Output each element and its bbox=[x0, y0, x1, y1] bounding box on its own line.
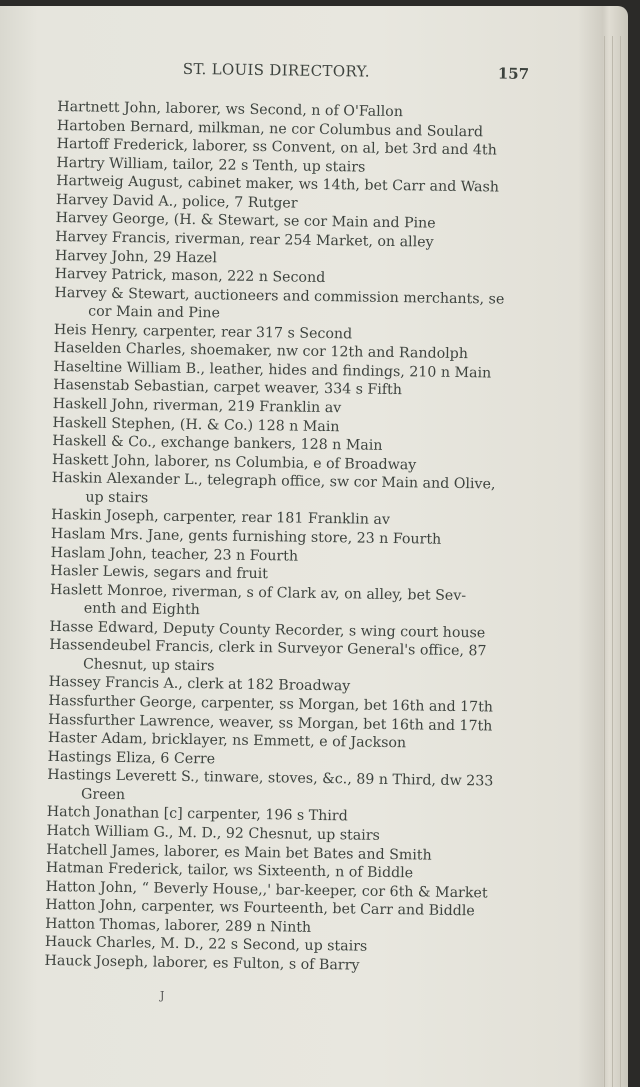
directory-entry: Hassfurther George, carpenter, ss Morgan, bet 16th and 17th bbox=[48, 692, 494, 716]
directory-entry: Harvey Patrick, mason, 222 n Second bbox=[54, 266, 326, 287]
directory-entry: Hassfurther Lawrence, weaver, ss Morgan, bet 16th and 17th bbox=[48, 711, 493, 735]
directory-entry: Haskell John, riverman, 219 Franklin av bbox=[52, 395, 342, 417]
directory-entry: Hatch William G., M. D., 92 Chesnut, up stairs bbox=[46, 822, 380, 844]
directory-entry: Hatton Thomas, laborer, 289 n Ninth bbox=[45, 915, 312, 936]
directory-entry: Harvey George, (H. & Stewart, se cor Main and Pine bbox=[55, 210, 436, 232]
directory-entry: Haster Adam, bricklayer, ns Emmett, e of Jackson bbox=[47, 730, 407, 752]
directory-entry-continuation: Chesnut, up stairs bbox=[82, 656, 215, 675]
directory-entry-continuation: cor Main and Pine bbox=[88, 303, 221, 322]
directory-entry: Hartweig August, cabinet maker, ws 14th, bet Carr and Wash bbox=[56, 173, 500, 196]
directory-entry: Harvey David A., police, 7 Rutger bbox=[55, 191, 298, 212]
directory-entry: Hastings Leverett S., tinware, stoves, &c., 89 n Third, dw 233 bbox=[47, 767, 494, 790]
directory-entry: Haselden Charles, shoemaker, nw cor 12th and Randolph bbox=[53, 340, 469, 363]
directory-entry: Heis Henry, carpenter, rear 317 s Second bbox=[53, 321, 353, 343]
directory-entry: Haskin Alexander L., telegraph office, sw cor Main and Olive, bbox=[51, 470, 496, 493]
directory-entry: Hartry William, tailor, 22 s Tenth, up stairs bbox=[56, 154, 366, 176]
page-title: ST. LOUIS DIRECTORY. bbox=[182, 59, 370, 81]
directory-entry: Haslett Monroe, riverman, s of Clark av, on alley, bet Sev- bbox=[49, 581, 467, 604]
page-number: 157 bbox=[497, 64, 530, 83]
directory-entry: Hasler Lewis, segars and fruit bbox=[50, 563, 269, 583]
running-header bbox=[57, 58, 530, 105]
directory-entry: Hatchell James, laborer, es Main bet Bates and Smith bbox=[46, 841, 432, 864]
directory-entry: Haskell & Co., exchange bankers, 128 n Main bbox=[52, 433, 383, 454]
directory-entry: Hartnett John, laborer, ws Second, n of O'Fallon bbox=[57, 98, 404, 121]
directory-entry: Haskell Stephen, (H. & Co.) 128 n Main bbox=[52, 414, 340, 435]
directory-entry: Haseltine William B., leather, hides and findings, 210 n Main bbox=[53, 358, 492, 382]
directory-entry-continuation: enth and Eighth bbox=[83, 600, 200, 619]
directory-entry: Harvey Francis, riverman, rear 254 Market, on alley bbox=[55, 228, 434, 251]
directory-entry: Harvey John, 29 Hazel bbox=[54, 247, 218, 266]
directory-entry: Haslam John, teacher, 23 n Fourth bbox=[50, 544, 299, 565]
directory-entry: Hartoff Frederick, laborer, ss Convent, on al, bet 3rd and 4th bbox=[56, 136, 497, 159]
page-edge bbox=[612, 36, 613, 1087]
directory-entry: Harvey & Stewart, auctioneers and commission merchants, se bbox=[54, 284, 505, 308]
directory-entry: Hassey Francis A., clerk at 182 Broadway bbox=[48, 674, 351, 695]
directory-entry: Hastings Eliza, 6 Cerre bbox=[47, 748, 216, 768]
page-edge bbox=[604, 36, 605, 1087]
directory-entry: Hatman Frederick, tailor, ws Sixteenth, n of Biddle bbox=[45, 859, 414, 882]
directory-entry: Hassendeubel Francis, clerk in Surveyor General's office, 87 bbox=[49, 637, 487, 660]
directory-entry: Haslam Mrs. Jane, gents furnishing store, 23 n Fourth bbox=[50, 525, 442, 548]
directory-text bbox=[44, 58, 530, 977]
directory-entry: Hatch Jonathan [c] carpenter, 196 s Third bbox=[46, 804, 348, 825]
directory-entry: Hauck Joseph, laborer, es Fulton, s of Barry bbox=[44, 952, 360, 974]
directory-entry: Hatton John, carpenter, ws Fourteenth, bet Carr and Biddle bbox=[45, 897, 475, 920]
directory-entry-continuation: Green bbox=[80, 786, 126, 803]
directory-entry-continuation: up stairs bbox=[85, 489, 149, 507]
directory-entry: Hartoben Bernard, milkman, ne cor Columbus and Soulard bbox=[56, 117, 484, 140]
directory-entry: Haskett John, laborer, ns Columbia, e of Broadway bbox=[51, 451, 417, 474]
page-edge bbox=[620, 36, 621, 1087]
directory-entry: Haskin Joseph, carpenter, rear 181 Franklin av bbox=[51, 507, 391, 529]
signature-mark: J bbox=[160, 989, 165, 1002]
directory-entry: Hauck Charles, M. D., 22 s Second, up stairs bbox=[44, 934, 368, 955]
directory-entry: Hasenstab Sebastian, carpet weaver, 334 s Fifth bbox=[53, 377, 403, 399]
directory-entry: Hatton John, “ Beverly House,,' bar-keeper, cor 6th & Market bbox=[45, 878, 488, 902]
entry-list bbox=[44, 98, 507, 977]
directory-entry: Hasse Edward, Deputy County Recorder, s wing court house bbox=[49, 618, 486, 642]
